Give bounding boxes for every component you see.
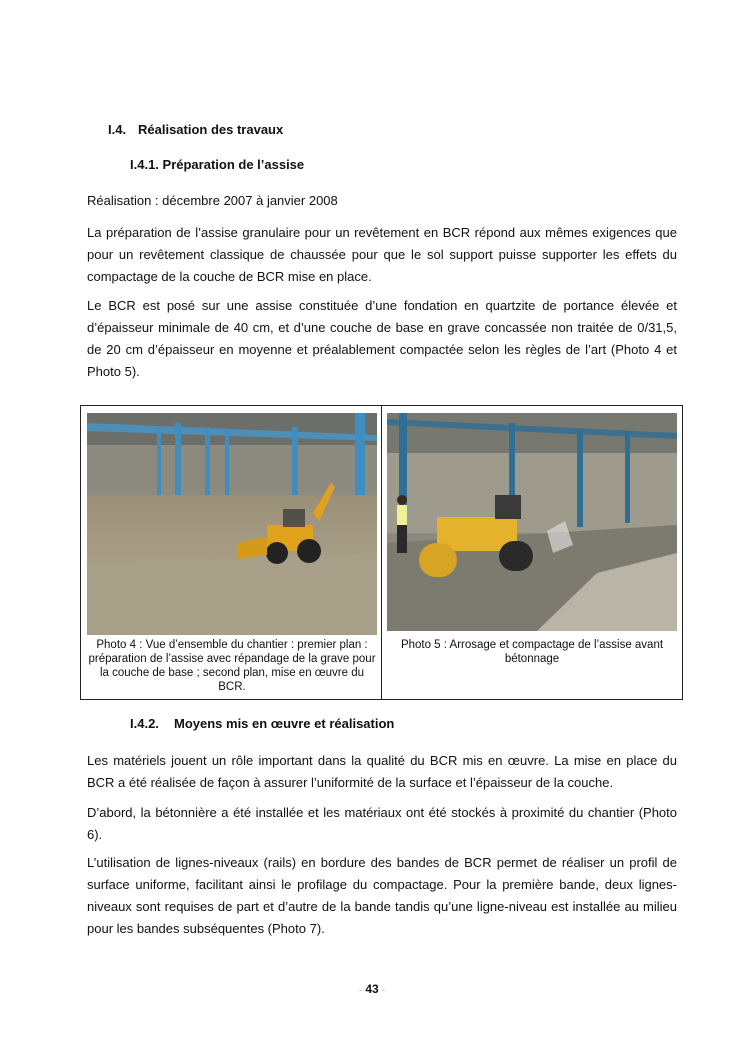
photo-table: [80, 405, 683, 700]
paragraph-date: Réalisation : décembre 2007 à janvier 2008: [87, 193, 338, 208]
section-title: Réalisation des travaux: [138, 122, 284, 137]
table-divider: [381, 406, 382, 700]
subsection-heading-2: [130, 716, 394, 731]
paragraph-preparation: La préparation de l’assise granulaire pour un revêtement en BCR répond aux mêmes exigences que pour un revêtement classique de chaussée pour que le sol support puisse supporter les effets du compactage de la couche de BCR mise en place.: [87, 225, 677, 284]
paragraph-lignes-niveaux: L’utilisation de lignes-niveaux (rails) en bordure des bandes de BCR permet de réaliser un profil de surface uniforme, facilitant ainsi le profilage du compactage. Pour la première bande, deux lignes-niveaux sont requises de part et d’autre de la bande tandis qu’une ligne-niveau est installée au milieu pour les bandes subséquentes (Photo 7).: [87, 855, 677, 936]
photo-4-caption: Photo 4 : Vue d’ensemble du chantier : premier plan : préparation de l’assise avec répandage de la grave pour la couche de base ; second plan, mise en œuvre du BCR.: [88, 639, 376, 693]
subsection-2-title: Moyens mis en œuvre et réalisation: [174, 716, 395, 731]
paragraph-betonniere: D’abord, la bétonnière a été installée et les matériaux ont été stockés à proximité du chantier (Photo 6).: [87, 805, 677, 842]
photo-4-image: [87, 413, 377, 635]
photo-5-caption: Photo 5 : Arrosage et compactage de l’assise avant bétonnage: [400, 639, 664, 665]
section-heading: [108, 122, 283, 137]
section-number: I.4.: [108, 122, 127, 137]
subsection-heading-1: I.4.1. Préparation de l’assise: [130, 157, 305, 172]
subsection-2-number: I.4.2.: [130, 716, 159, 731]
page-footer: - 43 -: [358, 982, 386, 996]
paragraph-assise: Le BCR est posé sur une assise constituée d’une fondation en quartzite de portance élevée et d’épaisseur minimale de 40 cm, et d’une couche de base en grave concassée non traitée de 0/31,5, de 20 cm d’épaisseur en moyenne et préalablement compactée selon les règles de l’art (Photo 4 et Photo 5).: [87, 298, 677, 379]
page-number: 43: [365, 982, 379, 996]
paragraph-materiels: Les matériels jouent un rôle important dans la qualité du BCR mis en œuvre. La mise en place du BCR a été réalisée de façon à assurer l’uniformité de la surface et l’épaisseur de la couche.: [87, 753, 677, 790]
photo-5-image: [387, 413, 677, 631]
